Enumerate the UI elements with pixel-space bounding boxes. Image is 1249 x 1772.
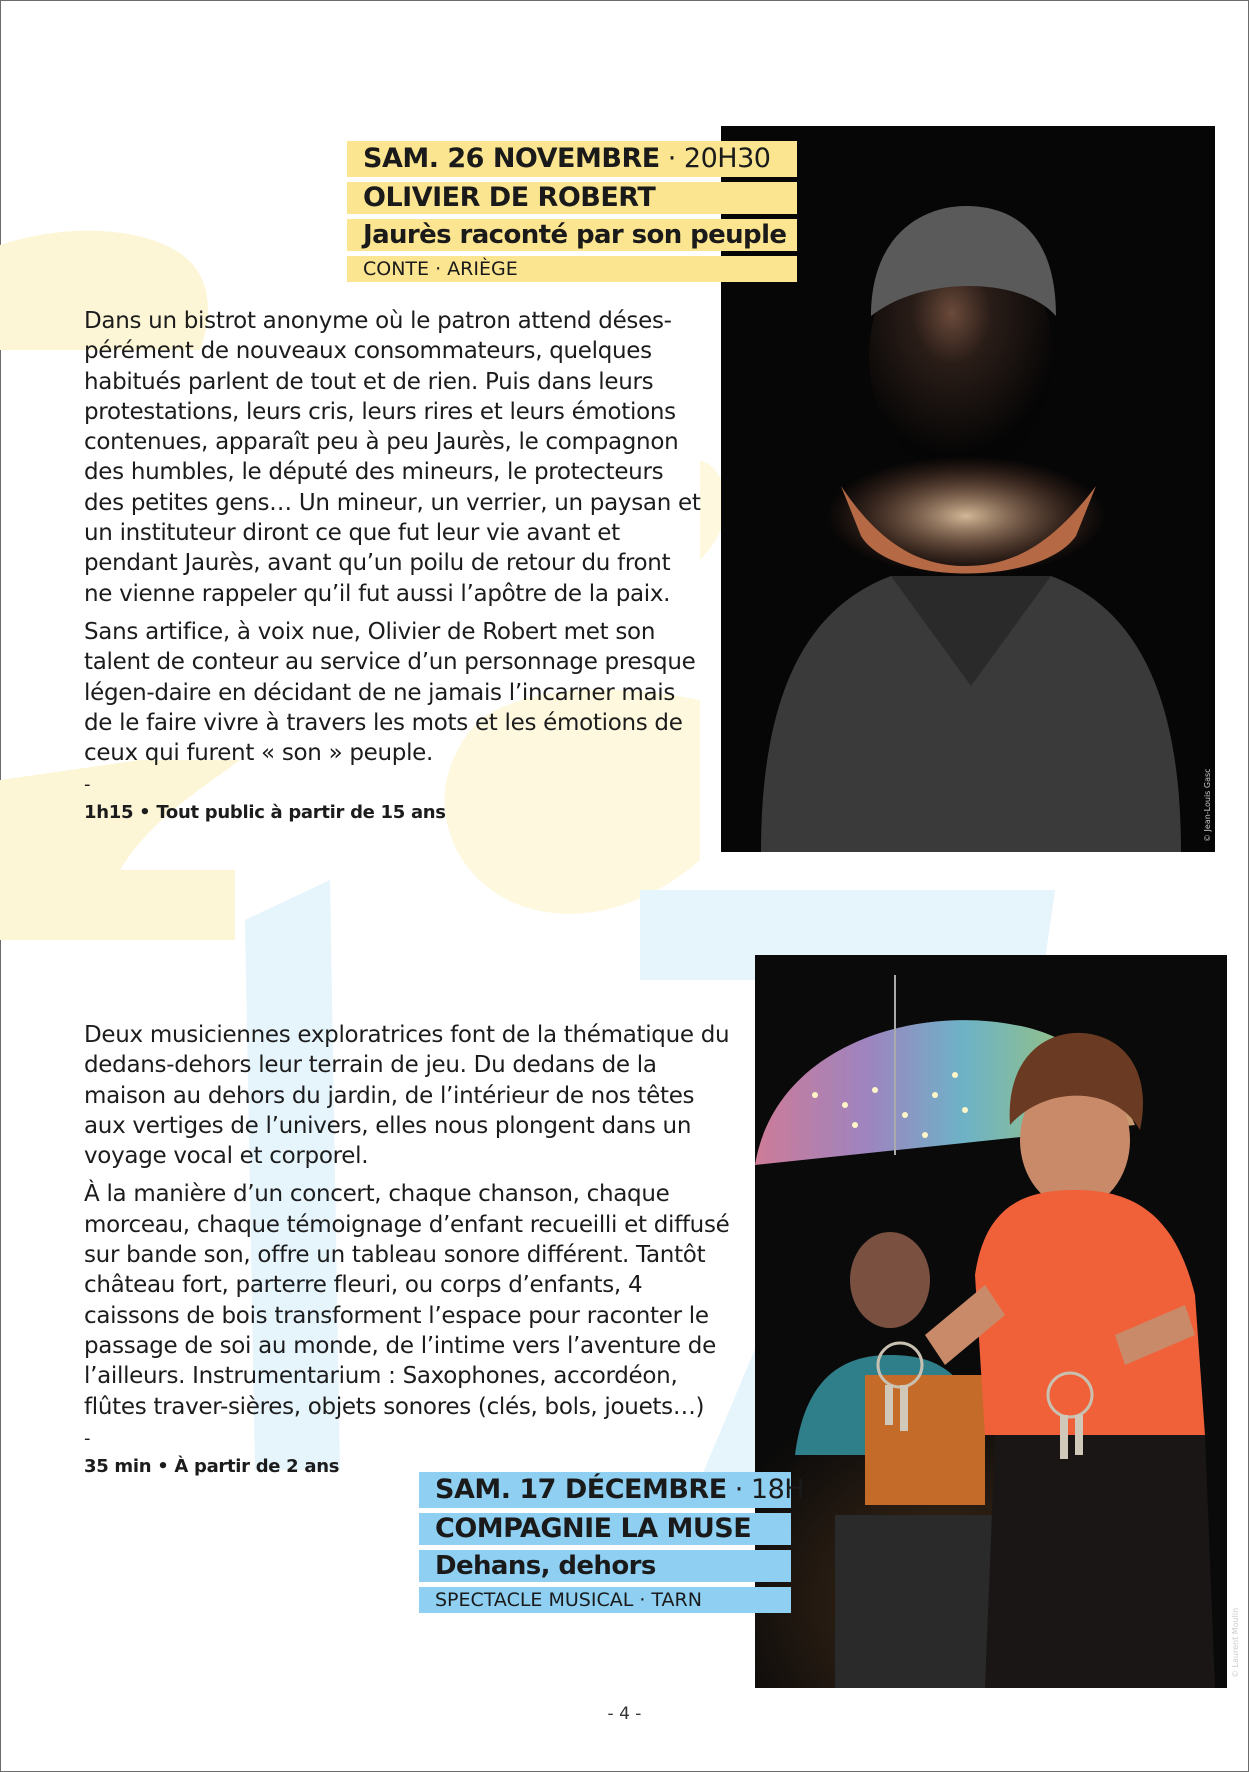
event2-artist: COMPAGNIE LA MUSE xyxy=(419,1513,791,1545)
photo-compagnie-la-muse xyxy=(755,955,1227,1688)
photo-credit: © Jean-Louis Gasc xyxy=(1203,768,1212,842)
event1-show-title: Jaurès raconté par son peuple xyxy=(347,219,797,251)
event1-date: SAM. 26 NOVEMBRE xyxy=(363,143,660,174)
page-number: - 4 - xyxy=(607,1704,642,1724)
event2-paragraph-2: À la manière d’un concert, chaque chanson, chaque morceau, chaque témoignage d’enfant recueilli et diffusé sur bande son, offre un tableau sonore différent. Tantôt château fort, parterre fleuri, ou corps d’enfants, 4 caissons de bois transforment l’espace pour raconter le passage de soi au monde, de l’intime vers l’aventure de l’ailleurs. Instrumentarium : Saxophones, accordéon, flûtes traver-sières, objets sonores (clés, bols, jouets…) xyxy=(84,1181,730,1420)
separator-dash: - xyxy=(84,774,91,796)
event2-info: 35 min • À partir de 2 ans xyxy=(84,1455,340,1477)
event2-title-block xyxy=(419,1472,805,1618)
event1-paragraph-2: Sans artifice, à voix nue, Olivier de Robert met son talent de conteur au service d’un personnage presque légen-daire en décidant de ne jamais l’incarner mais de le faire vivre à travers les mots et les émotions de ceux qui furent « son » peuple. xyxy=(84,618,696,767)
event1-title-block xyxy=(347,141,797,287)
photo-credit: © Laurent Moulin xyxy=(1231,1607,1240,1678)
event2-time: · 18H xyxy=(726,1474,805,1505)
event2-date-band xyxy=(419,1472,805,1508)
event1-date-band xyxy=(347,141,797,177)
event2-paragraph-1: Deux musiciennes exploratrices font de la thématique du dedans-dehors leur terrain de jeu. Du dedans de la maison au dehors du jardin, de l’intérieur de nos têtes aux vertiges de l’univers, elles nous plongent dans un voyage vocal et corporel. xyxy=(84,1022,730,1170)
event1-artist: OLIVIER DE ROBERT xyxy=(347,182,797,214)
separator-dash: - xyxy=(84,1427,91,1449)
event2-description xyxy=(84,1020,736,1482)
event2-show-title: Dehans, dehors xyxy=(419,1550,791,1582)
event2-date: SAM. 17 DÉCEMBRE xyxy=(435,1474,727,1505)
event1-category: CONTE · ARIÈGE xyxy=(347,256,797,282)
event1-paragraph-1: Dans un bistrot anonyme où le patron attend déses-pérément de nouveaux consommateurs, quelques habitués parlent de tout et de rien. Puis dans leurs protestations, leurs cris, leurs rires et leurs émotions contenues, apparaît peu à peu Jaurès, le compagnon des humbles, le député des mineurs, le protecteurs des petites gens… Un mineur, un verrier, un paysan et un instituteur diront ce que fut leur vie avant et pendant Jaurès, avant qu’un poilu de retour du front ne vienne rappeler qu’il fut aussi l’apôtre de la paix. xyxy=(84,308,701,607)
event1-info: 1h15 • Tout public à partir de 15 ans xyxy=(84,802,446,824)
event1-time: · 20H30 xyxy=(659,143,771,174)
event2-category: SPECTACLE MUSICAL · TARN xyxy=(419,1587,791,1613)
event1-description xyxy=(84,306,704,829)
